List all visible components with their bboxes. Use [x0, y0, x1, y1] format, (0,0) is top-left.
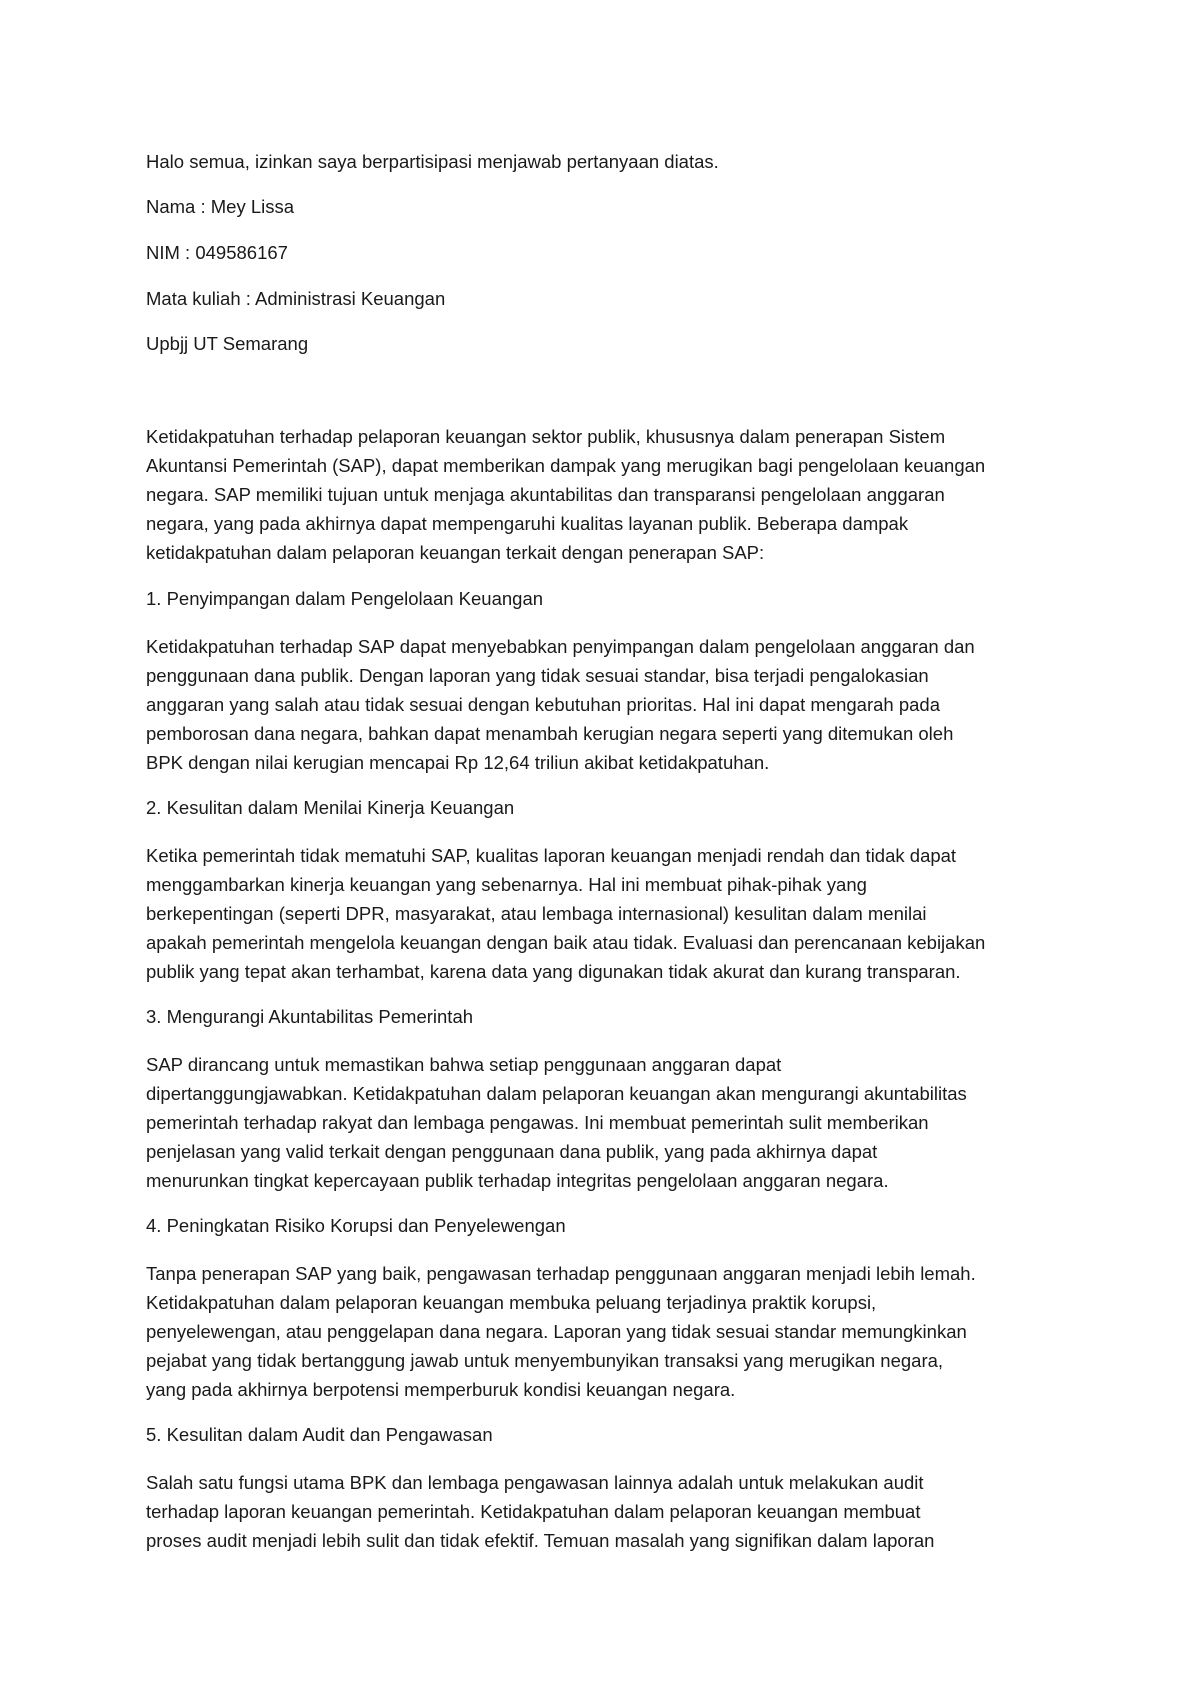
upbjj-name: Upbjj UT Semarang — [146, 333, 309, 354]
paragraph-line: publik yang tepat akan terhambat, karena data yang digunakan tidak akurat dan kurang transparan. — [146, 961, 961, 982]
paragraph-line: proses audit menjadi lebih sulit dan tidak efektif. Temuan masalah yang signifikan dalam laporan — [146, 1530, 935, 1551]
paragraph-line: Tanpa penerapan SAP yang baik, pengawasan terhadap penggunaan anggaran menjadi lebih lemah. — [146, 1263, 976, 1284]
paragraph-line: berkepentingan (seperti DPR, masyarakat, atau lembaga internasional) kesulitan dalam menilai — [146, 903, 927, 924]
paragraph-line: pejabat yang tidak bertanggung jawab untuk menyembunyikan transaksi yang merugikan negara, — [146, 1350, 944, 1371]
paragraph-line: penggunaan dana publik. Dengan laporan yang tidak sesuai standar, bisa terjadi pengalokasian — [146, 665, 929, 686]
section-heading-5: 5. Kesulitan dalam Audit dan Pengawasan — [146, 1424, 493, 1445]
paragraph-line: pemerintah terhadap rakyat dan lembaga pengawas. Ini membuat pemerintah sulit memberikan — [146, 1112, 929, 1133]
paragraph-line: pemborosan dana negara, bahkan dapat menambah kerugian negara seperti yang ditemukan oleh — [146, 723, 954, 744]
student-name: Nama : Mey Lissa — [146, 196, 295, 217]
section-heading-4: 4. Peningkatan Risiko Korupsi dan Penyelewengan — [146, 1215, 566, 1236]
section-paragraph-4 — [146, 1259, 1076, 1404]
paragraph-line: terhadap laporan keuangan pemerintah. Ketidakpatuhan dalam pelaporan keuangan membuat — [146, 1501, 921, 1522]
section-heading-1: 1. Penyimpangan dalam Pengelolaan Keuangan — [146, 588, 544, 609]
paragraph-line: penjelasan yang valid terkait dengan penggunaan dana publik, yang pada akhirnya dapat — [146, 1141, 878, 1162]
paragraph-line: menggambarkan kinerja keuangan yang sebenarnya. Hal ini membuat pihak-pihak yang — [146, 874, 867, 895]
paragraph-line: Ketidakpatuhan terhadap pelaporan keuangan sektor publik, khususnya dalam penerapan Sistem — [146, 426, 946, 447]
paragraph-line: Salah satu fungsi utama BPK dan lembaga pengawasan lainnya adalah untuk melakukan audit — [146, 1472, 924, 1493]
greeting-text: Halo semua, izinkan saya berpartisipasi menjawab pertanyaan diatas. — [146, 151, 719, 172]
paragraph-line: Ketidakpatuhan terhadap SAP dapat menyebabkan penyimpangan dalam pengelolaan anggaran dan — [146, 636, 975, 657]
paragraph-line: penyelewengan, atau penggelapan dana negara. Laporan yang tidak sesuai standar memungkinkan — [146, 1321, 967, 1342]
paragraph-line: Ketidakpatuhan dalam pelaporan keuangan membuka peluang terjadinya praktik korupsi, — [146, 1292, 877, 1313]
paragraph-line: negara. SAP memiliki tujuan untuk menjaga akuntabilitas dan transparansi pengelolaan anggaran — [146, 484, 945, 505]
course-name: Mata kuliah : Administrasi Keuangan — [146, 288, 446, 309]
paragraph-line: SAP dirancang untuk memastikan bahwa setiap penggunaan anggaran dapat — [146, 1054, 782, 1075]
paragraph-line: BPK dengan nilai kerugian mencapai Rp 12,64 triliun akibat ketidakpatuhan. — [146, 752, 770, 773]
paragraph-line: yang pada akhirnya berpotensi memperburuk kondisi keuangan negara. — [146, 1379, 736, 1400]
paragraph-line: ketidakpatuhan dalam pelaporan keuangan terkait dengan penerapan SAP: — [146, 542, 765, 563]
section-paragraph-3 — [146, 1050, 1076, 1195]
paragraph-line: Ketika pemerintah tidak mematuhi SAP, kualitas laporan keuangan menjadi rendah dan tidak dapat — [146, 845, 957, 866]
paragraph-line: anggaran yang salah atau tidak sesuai dengan kebutuhan prioritas. Hal ini dapat mengarah pada — [146, 694, 941, 715]
paragraph-line: negara, yang pada akhirnya dapat mempengaruhi kualitas layanan publik. Beberapa dampak — [146, 513, 909, 534]
section-paragraph-5 — [146, 1468, 1076, 1555]
section-paragraph-1 — [146, 632, 1076, 777]
paragraph-line: menurunkan tingkat kepercayaan publik terhadap integritas pengelolaan anggaran negara. — [146, 1170, 889, 1191]
opening-paragraph — [146, 422, 1076, 567]
student-nim: NIM : 049586167 — [146, 242, 288, 263]
section-paragraph-2 — [146, 841, 1076, 986]
section-heading-3: 3. Mengurangi Akuntabilitas Pemerintah — [146, 1006, 474, 1027]
section-heading-2: 2. Kesulitan dalam Menilai Kinerja Keuangan — [146, 797, 515, 818]
paragraph-line: Akuntansi Pemerintah (SAP), dapat memberikan dampak yang merugikan bagi pengelolaan keuangan — [146, 455, 986, 476]
paragraph-line: dipertanggungjawabkan. Ketidakpatuhan dalam pelaporan keuangan akan mengurangi akuntabilitas — [146, 1083, 967, 1104]
paragraph-line: apakah pemerintah mengelola keuangan dengan baik atau tidak. Evaluasi dan perencanaan kebijakan — [146, 932, 986, 953]
